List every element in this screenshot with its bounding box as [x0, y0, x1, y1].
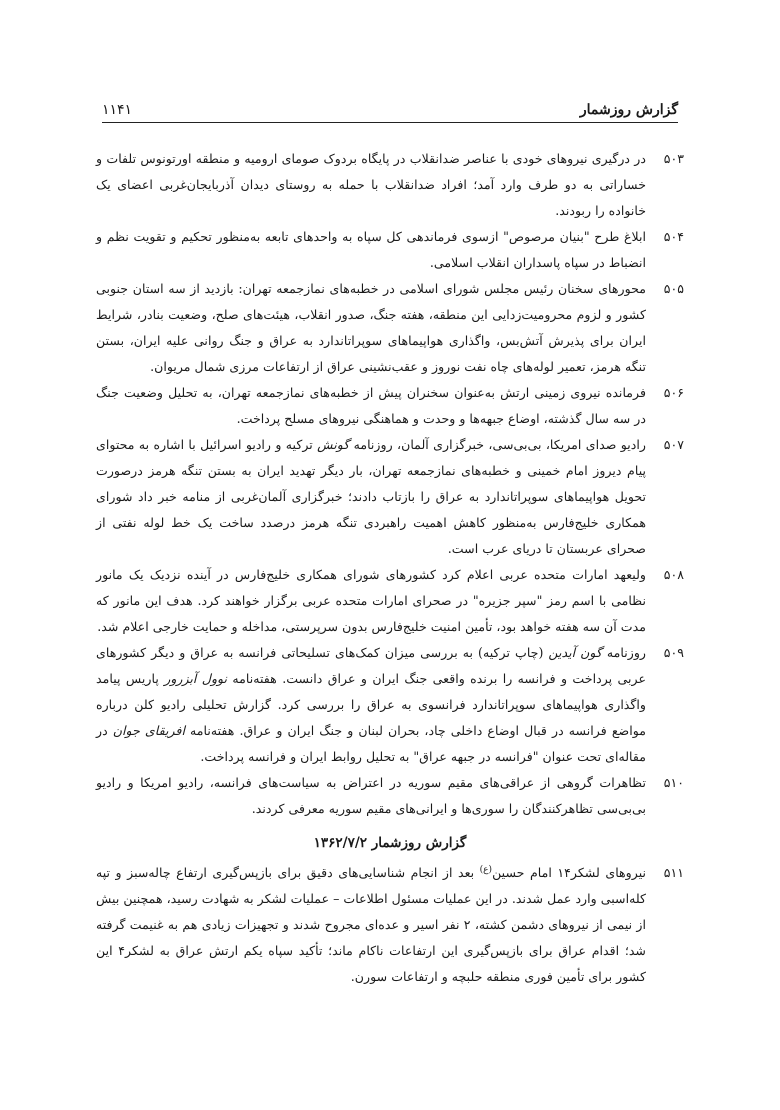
newspaper-name: گون آیدین	[548, 645, 602, 660]
entry-507	[96, 432, 684, 562]
entry-text	[96, 860, 646, 990]
entry-text: ابلاغ طرح "بنیان مرصوص" ازسوی فرماندهی کل سپاه به واحدهای تابعه به‌منظور تحکیم و تقویت نظم و انضباط در سپاه پاسداران انقلاب اسلامی.	[96, 229, 646, 270]
page-header	[102, 92, 678, 118]
entry-number: ۵۱۱	[663, 865, 684, 880]
section-title: گزارش روزشمار ۱۳۶۲/۷/۲	[313, 835, 467, 851]
entry-text	[96, 432, 646, 562]
entry-511	[96, 860, 684, 990]
entry-number: ۵۰۵	[663, 281, 684, 296]
entry-text: محورهای سخنان رئیس مجلس شورای اسلامی در خطبه‌های نمازجمعه تهران: بازدید از سه استان جنوبی کشور و لزوم محرومیت‌زدایی این منطقه، هفته جنگ، صدور انقلاب، هیئت‌های صلح، وضعیت بنادر، شرایط ایران برای پذیرش آتش‌بس، واگذاری هواپیماهای سوپراتاندارد به عراق و جنگ روانی علیه ایران، بستن تنگه هرمز، تعمیر لوله‌های چاه نفت نوروز و عقب‌نشینی عراق از ارتفاعات مرزی شمال مریوان.	[96, 281, 646, 374]
entry-508	[96, 562, 684, 640]
newspaper-name: افریقای جوان	[112, 723, 185, 738]
entry-text: تظاهرات گروهی از عراقی‌های مقیم سوریه در اعتراض به سیاست‌های فرانسه، رادیو امریکا و رادیو بی‌بی‌سی تظاهرکنندگان را سوری‌ها و ایرانی‌های مقیم سوریه معرفی کردند.	[96, 775, 646, 816]
page-content	[96, 146, 684, 990]
entry-510	[96, 770, 684, 822]
entry-number: ۵۰۹	[663, 645, 684, 660]
running-title: گزارش روزشمار	[579, 102, 678, 118]
entry-503	[96, 146, 684, 224]
entry-text	[96, 640, 646, 770]
newspaper-name: گونش	[317, 437, 350, 452]
entry-505	[96, 276, 684, 380]
text-segment: پاریس پیامد واگذاری هواپیماهای سوپراتاندارد فرانسوی به عراق را بررسی کرد. گزارش تحلیلی رادیو کلن درباره مواضع فرانسه در قبال اوضاع داخلی چاد، بحران لبنان و جنگ ایران و عراق. هفته‌نامه	[96, 671, 646, 738]
entry-number: ۵۰۶	[663, 385, 684, 400]
entry-number: ۵۰۴	[663, 229, 684, 244]
text-segment: روزنامه	[601, 645, 646, 660]
page-number: ۱۱۴۱	[102, 102, 133, 118]
entry-504	[96, 224, 684, 276]
header-rule	[102, 122, 678, 123]
honorific-superscript: (ع)	[479, 864, 493, 875]
text-segment: ترکیه و رادیو اسرائیل با اشاره به محتوای پیام دیروز امام خمینی و خطبه‌های نمازجمعه تهران، بار دیگر تهدید ایران به بستن تنگه هرمز درصورت تحویل هواپیماهای سوپراتاندارد به عراق را بازتاب دادند؛ خبرگزاری آلمان‌غربی از منامه خبر داد شورای همکاری خلیج‌فارس به‌منظور کاهش اهمیت راهبردی تنگه هرمز درصدد ساخت یک خط لوله نفتی از صحرای عربستان تا دریای عرب است.	[96, 437, 646, 556]
newspaper-name: نوول آبزرور	[164, 671, 228, 686]
text-segment: در مقاله‌ای تحت عنوان "فرانسه در جبهه عراق" به تحلیل روابط ایران و فرانسه پرداخت.	[96, 723, 646, 764]
text-segment: (چاپ ترکیه) به بررسی میزان کمک‌های تسلیحاتی فرانسه به عراق و دیگر کشورهای عربی پرداخت و فرانسه را برنده واقعی جنگ ایران و عراق دانست. هفته‌نامه	[96, 645, 646, 686]
text-segment: بعد از انجام شناسایی‌های دقیق برای بازپس‌گیری ارتفاع چاله‌سبز و تپه کله‌اسبی وارد عمل شدند. در این عملیات مسئول اطلاعات – عملیات لشکر به شهادت رسید، همچنین بیش از نیمی از نیروهای دشمن کشته، ۲ نفر اسیر و عده‌ای مجروح شدند و تجهیزات زیادی هم به غنیمت گرفته شد؛ اقدام عراق برای بازپس‌گیری این ارتفاعات ناکام ماند؛ تأکید سپاه یکم ارتش عراق به لشکر۴ این کشور برای تأمین فوری منطقه حلبچه و ارتفاعات سورن.	[96, 865, 646, 984]
entry-text: ولیعهد امارات متحده عربی اعلام کرد کشورهای شورای همکاری خلیج‌فارس در آینده نزدیک یک مانور نظامی با اسم رمز "سپر جزیره" در صحرای امارات متحده عربی برگزار خواهند کرد. هدف این مانور که مدت آن سه هفته خواهد بود، تأمین امنیت خلیج‌فارس بدون سرپرستی، مداخله و حمایت خارجی اعلام شد.	[96, 567, 646, 634]
entry-509	[96, 640, 684, 770]
entry-text: فرمانده نیروی زمینی ارتش به‌عنوان سخنران پیش از خطبه‌های نمازجمعه تهران، به تحلیل وضعیت جنگ در سه سال گذشته، اوضاع جبهه‌ها و وحدت و هماهنگی نیروهای مسلح پرداخت.	[96, 385, 646, 426]
text-segment: رادیو صدای امریکا، بی‌بی‌سی، خبرگزاری آلمان، روزنامه	[349, 437, 646, 452]
entry-number: ۵۰۳	[663, 151, 684, 166]
entry-number: ۵۰۸	[663, 567, 684, 582]
entry-number: ۵۰۷	[663, 437, 684, 452]
entry-506	[96, 380, 684, 432]
text-segment: نیروهای لشکر۱۴ امام حسین	[492, 865, 647, 880]
entry-text: در درگیری نیروهای خودی با عناصر ضدانقلاب در پایگاه بردوک صومای ارومیه و منطقه اورتونوس تلفات و خساراتی به دو طرف وارد آمد؛ افراد ضدانقلاب با حمله به روستای دیدان آذربایجان‌غربی اعضای یک خانواده را ربودند.	[96, 151, 646, 218]
entry-number: ۵۱۰	[663, 775, 684, 790]
